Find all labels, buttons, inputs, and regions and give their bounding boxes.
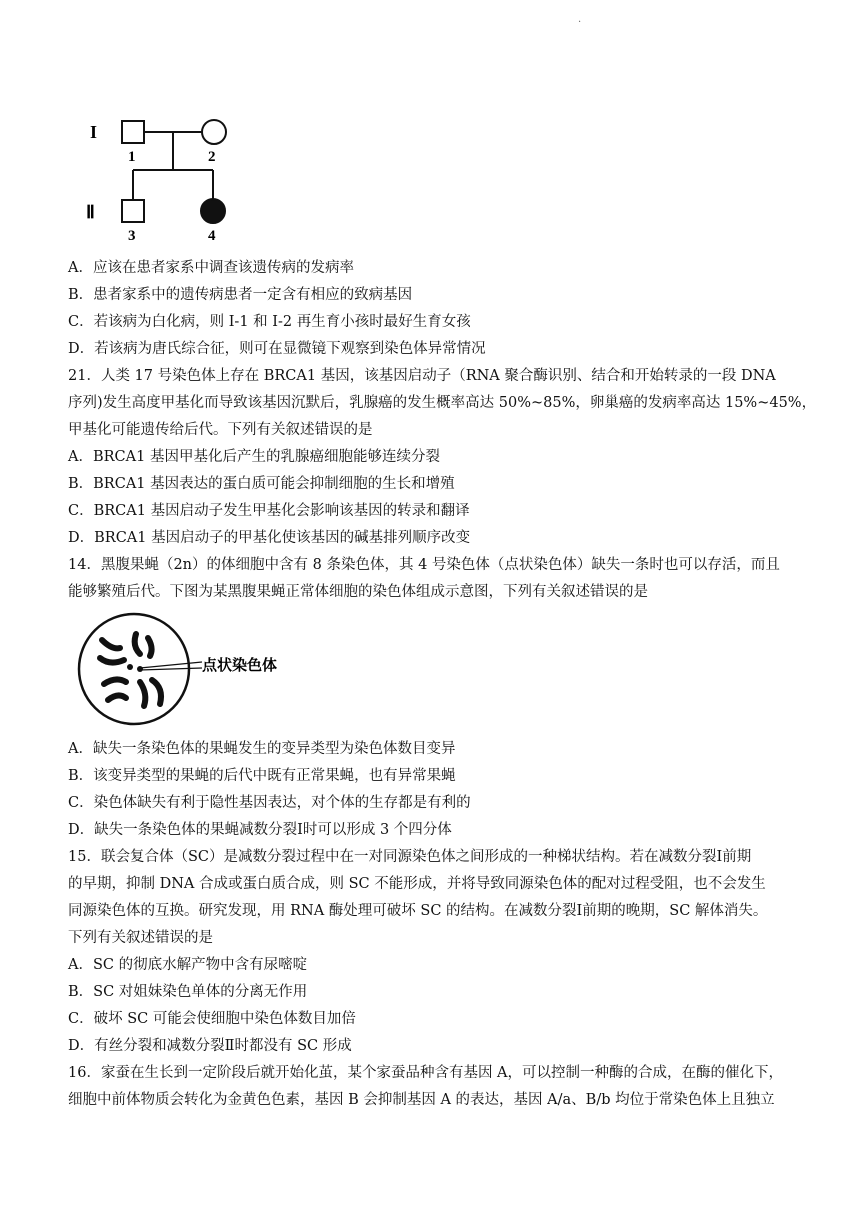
individual-label-2: 2 bbox=[208, 149, 216, 165]
q15-option-c: C．破坏 SC 可能会使细胞中染色体数目加倍 bbox=[68, 1011, 356, 1027]
label-pointer-line-2 bbox=[140, 668, 202, 670]
q21-option-a: A．BRCA1 基因甲基化后产生的乳腺癌细胞能够连续分裂 bbox=[68, 449, 440, 465]
q14-option-c: C．染色体缺失有利于隐性基因表达，对个体的生存都是有利的 bbox=[68, 795, 471, 811]
text-block-upper bbox=[68, 255, 817, 606]
q21-stem-line-3: 甲基化可能遗传给后代。下列有关叙述错误的是 bbox=[68, 422, 373, 438]
q14-stem-line-1: 14．黑腹果蝇（2n）的体细胞中含有 8 条染色体，其 4 号染色体（点状染色体）缺失一条时也可以存活，而且 bbox=[68, 557, 780, 573]
dot-chromosome-b bbox=[137, 666, 143, 672]
q21-option-d: D．BRCA1 基因启动子的甲基化使该基因的碱基排列顺序改变 bbox=[68, 530, 471, 546]
individual-label-1: 1 bbox=[128, 149, 136, 165]
generation-label-2: Ⅱ bbox=[86, 202, 95, 222]
q15-option-d: D．有丝分裂和减数分裂Ⅱ时都没有 SC 形成 bbox=[68, 1038, 352, 1054]
individual-II-4-affected-female bbox=[201, 199, 225, 223]
q21-stem-line-1: 21．人类 17 号染色体上存在 BRCA1 基因，该基因启动子（RNA 聚合酶识别、结合和开始转录的一段 DNA bbox=[68, 368, 776, 384]
q14-option-b: B．该变异类型的果蝇的后代中既有正常果蝇，也有异常果蝇 bbox=[68, 768, 456, 784]
individual-II-3-male bbox=[122, 200, 144, 222]
text-block-lower bbox=[68, 736, 808, 1114]
dot-chromosome-label: 点状染色体 bbox=[202, 656, 278, 674]
q13-option-c: C．若该病为白化病，则 I-1 和 I-2 再生育小孩时最好生育女孩 bbox=[68, 314, 471, 330]
individual-I-2-female bbox=[202, 120, 226, 144]
q13-option-a: A．应该在患者家系中调查该遗传病的发病率 bbox=[68, 260, 354, 276]
q15-stem-line-1: 15．联会复合体（SC）是减数分裂过程中在一对同源染色体之间形成的一种梯状结构。若在减数分裂Ⅰ前期 bbox=[68, 849, 752, 865]
pedigree-chart bbox=[82, 112, 242, 244]
q15-stem-line-4: 下列有关叙述错误的是 bbox=[68, 930, 213, 946]
generation-label-1: I bbox=[90, 122, 98, 142]
q15-option-a: A．SC 的彻底水解产物中含有尿嘧啶 bbox=[68, 957, 308, 973]
q15-option-b: B．SC 对姐妹染色单体的分离无作用 bbox=[68, 984, 308, 1000]
individual-label-4: 4 bbox=[208, 228, 216, 244]
dot-chromosome-a bbox=[127, 664, 133, 670]
q13-option-d: D．若该病为唐氏综合征，则可在显微镜下观察到染色体异常情况 bbox=[68, 341, 486, 357]
q14-stem-line-2: 能够繁殖后代。下图为某黑腹果蝇正常体细胞的染色体组成示意图，下列有关叙述错误的是 bbox=[68, 584, 648, 600]
individual-label-3: 3 bbox=[128, 228, 136, 244]
chromosome-figure bbox=[74, 612, 304, 726]
q13-option-b: B．患者家系中的遗传病患者一定含有相应的致病基因 bbox=[68, 287, 413, 303]
q21-option-c: C．BRCA1 基因启动子发生甲基化会影响该基因的转录和翻译 bbox=[68, 503, 470, 519]
q14-option-a: A．缺失一条染色体的果蝇发生的变异类型为染色体数目变异 bbox=[68, 741, 456, 757]
q15-stem-line-3: 同源染色体的互换。研究发现，用 RNA 酶处理可破坏 SC 的结构。在减数分裂Ⅰ前期的晚期，SC 解体消失。 bbox=[68, 903, 768, 919]
header-dot: . bbox=[578, 14, 582, 25]
label-pointer-line-1 bbox=[140, 662, 202, 668]
q21-stem-line-2: 序列)发生高度甲基化而导致该基因沉默后，乳腺癌的发生概率高达 50%~85%，卵巢癌的发病率高达 15%~45%， bbox=[68, 395, 817, 411]
q14-option-d: D．缺失一条染色体的果蝇减数分裂Ⅰ时可以形成 3 个四分体 bbox=[68, 822, 452, 838]
q16-stem-line-1: 16．家蚕在生长到一定阶段后就开始化茧，某个家蚕品种含有基因 A，可以控制一种酶的合成，在酶的催化下， bbox=[68, 1065, 784, 1081]
individual-I-1-male bbox=[122, 121, 144, 143]
q21-option-b: B．BRCA1 基因表达的蛋白质可能会抑制细胞的生长和增殖 bbox=[68, 476, 455, 492]
q15-stem-line-2: 的早期，抑制 DNA 合成或蛋白质合成，则 SC 不能形成，并将导致同源染色体的配对过程受阻，也不会发生 bbox=[68, 876, 766, 892]
q16-stem-line-2: 细胞中前体物质会转化为金黄色色素，基因 B 会抑制基因 A 的表达，基因 A/a、B/b 均位于常染色体上且独立 bbox=[68, 1092, 775, 1108]
